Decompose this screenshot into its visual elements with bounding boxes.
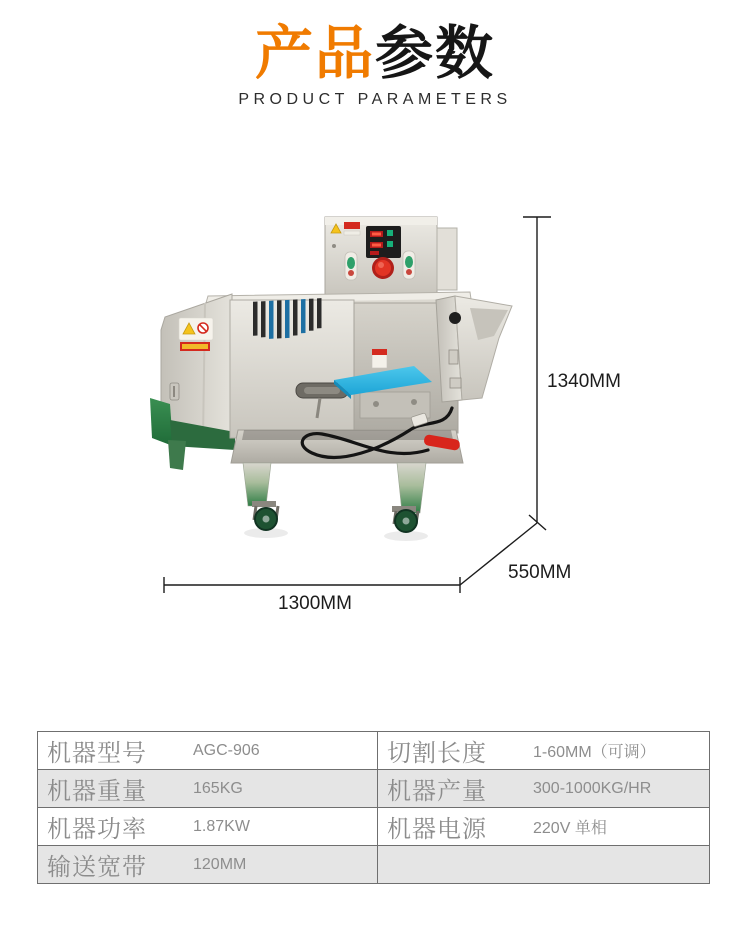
height-dimension-label: 1340MM <box>547 371 621 392</box>
spec-cell-power-supply <box>377 808 709 845</box>
right-switch <box>403 251 415 279</box>
spec-row-2 <box>38 770 709 808</box>
spec-value-output: 300-1000KG/HR <box>533 779 652 797</box>
warning-label-icons <box>179 318 213 351</box>
spec-row-3 <box>38 808 709 846</box>
spec-value-power-supply: 220V 单相 <box>533 820 607 837</box>
width-dimension-label: 1300MM <box>278 593 352 614</box>
spec-cell-output <box>377 770 709 807</box>
spec-table <box>37 731 710 884</box>
page-title-rest: 参数 <box>375 21 496 86</box>
page-subtitle: PRODUCT PARAMETERS <box>238 90 512 108</box>
spec-value-weight: 165KG <box>193 779 243 797</box>
right-caster-wheel <box>392 506 418 532</box>
mid-body <box>230 298 354 438</box>
left-caster-wheel <box>252 501 278 530</box>
depth-dimension-label: 550MM <box>508 562 572 583</box>
left-switch <box>345 252 357 280</box>
spec-row-1 <box>38 732 709 770</box>
spec-label-output: 机器产量 <box>387 778 487 805</box>
spec-row-4 <box>38 846 709 883</box>
emergency-stop-button <box>372 257 394 279</box>
spec-cell-weight <box>38 770 377 807</box>
spec-value-power: 1.87KW <box>193 817 250 835</box>
spec-cell-belt-width <box>38 846 377 883</box>
left-housing <box>161 294 232 440</box>
spec-cell-power <box>38 808 377 845</box>
spec-label-weight: 机器重量 <box>47 778 147 805</box>
control-box <box>325 217 457 297</box>
spec-label-power: 机器功率 <box>47 816 147 843</box>
page-title-highlight: 产品 <box>254 21 375 86</box>
spec-cell-cut-length <box>377 732 709 769</box>
spec-value-cut-length: 1-60MM（可调） <box>533 744 656 761</box>
spec-label-cut-length: 切割长度 <box>387 740 487 767</box>
control-panel <box>366 226 401 258</box>
spec-label-belt-width: 输送宽带 <box>47 854 147 881</box>
spec-value-model: AGC-906 <box>193 741 260 759</box>
spec-label-model: 机器型号 <box>47 740 147 767</box>
spec-label-power-supply: 机器电源 <box>387 816 487 843</box>
discharge-hopper <box>436 296 512 402</box>
spec-value-belt-width: 120MM <box>193 855 247 873</box>
spec-cell-empty <box>377 846 709 883</box>
spec-cell-model <box>38 732 377 769</box>
